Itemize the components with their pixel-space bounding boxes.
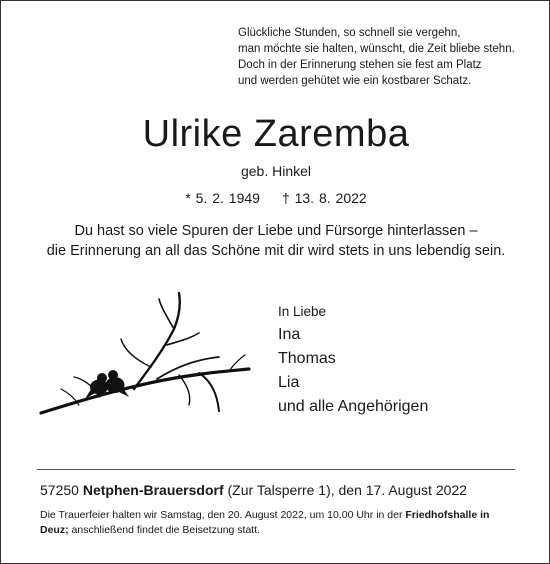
funeral-info <box>40 508 520 538</box>
town: Netphen-Brauersdorf <box>82 482 224 498</box>
verse-line: die Erinnerung an all das Schöne mit dir wird stets in uns lebendig sein. <box>46 243 506 259</box>
address-and-date: (Zur Talsperre 1), den 17. August 2022 <box>227 482 467 498</box>
poem-line: Glückliche Stunden, so schnell sie vergehn, <box>238 27 461 39</box>
maiden-name: geb. Hinkel <box>240 163 312 179</box>
mourner-name: Thomas <box>278 350 336 367</box>
memorial-verse <box>1 221 550 261</box>
mourner-name: Lia <box>278 374 300 391</box>
mourners-intro: In Liebe <box>278 304 327 319</box>
poem <box>238 25 538 89</box>
branch-with-birds-illustration <box>39 289 251 419</box>
deceased-name: Ulrike Zaremba <box>142 113 410 155</box>
mourner-name: Ina <box>278 326 301 343</box>
place-and-date <box>40 482 467 498</box>
funeral-text: Die Trauerfeier halten wir Samstag, den 20. August 2022, um 10.00 Uhr in der <box>40 509 403 521</box>
birth-date: * 5. 2. 1949 <box>185 190 260 206</box>
postal-code: 57250 <box>40 482 79 498</box>
mourner-name: und alle Angehörigen <box>278 398 429 415</box>
funeral-hall: Friedhofshalle in Deuz; <box>40 509 490 536</box>
poem-line: Doch in der Erinnerung stehen sie fest am Platz <box>238 59 482 71</box>
funeral-text-end: anschließend findet die Beisetzung statt. <box>71 524 261 536</box>
mourners-block <box>278 304 428 419</box>
divider <box>37 469 515 470</box>
death-date: † 13. 8. 2022 <box>281 190 367 206</box>
verse-line: Du hast so viele Spuren der Liebe und Fürsorge hinterlassen – <box>74 223 478 239</box>
poem-line: man möchte sie halten, wünscht, die Zeit bliebe stehn. <box>238 43 515 55</box>
life-dates <box>1 190 550 206</box>
poem-line: und werden gehütet wie ein kostbarer Schatz. <box>238 75 472 87</box>
